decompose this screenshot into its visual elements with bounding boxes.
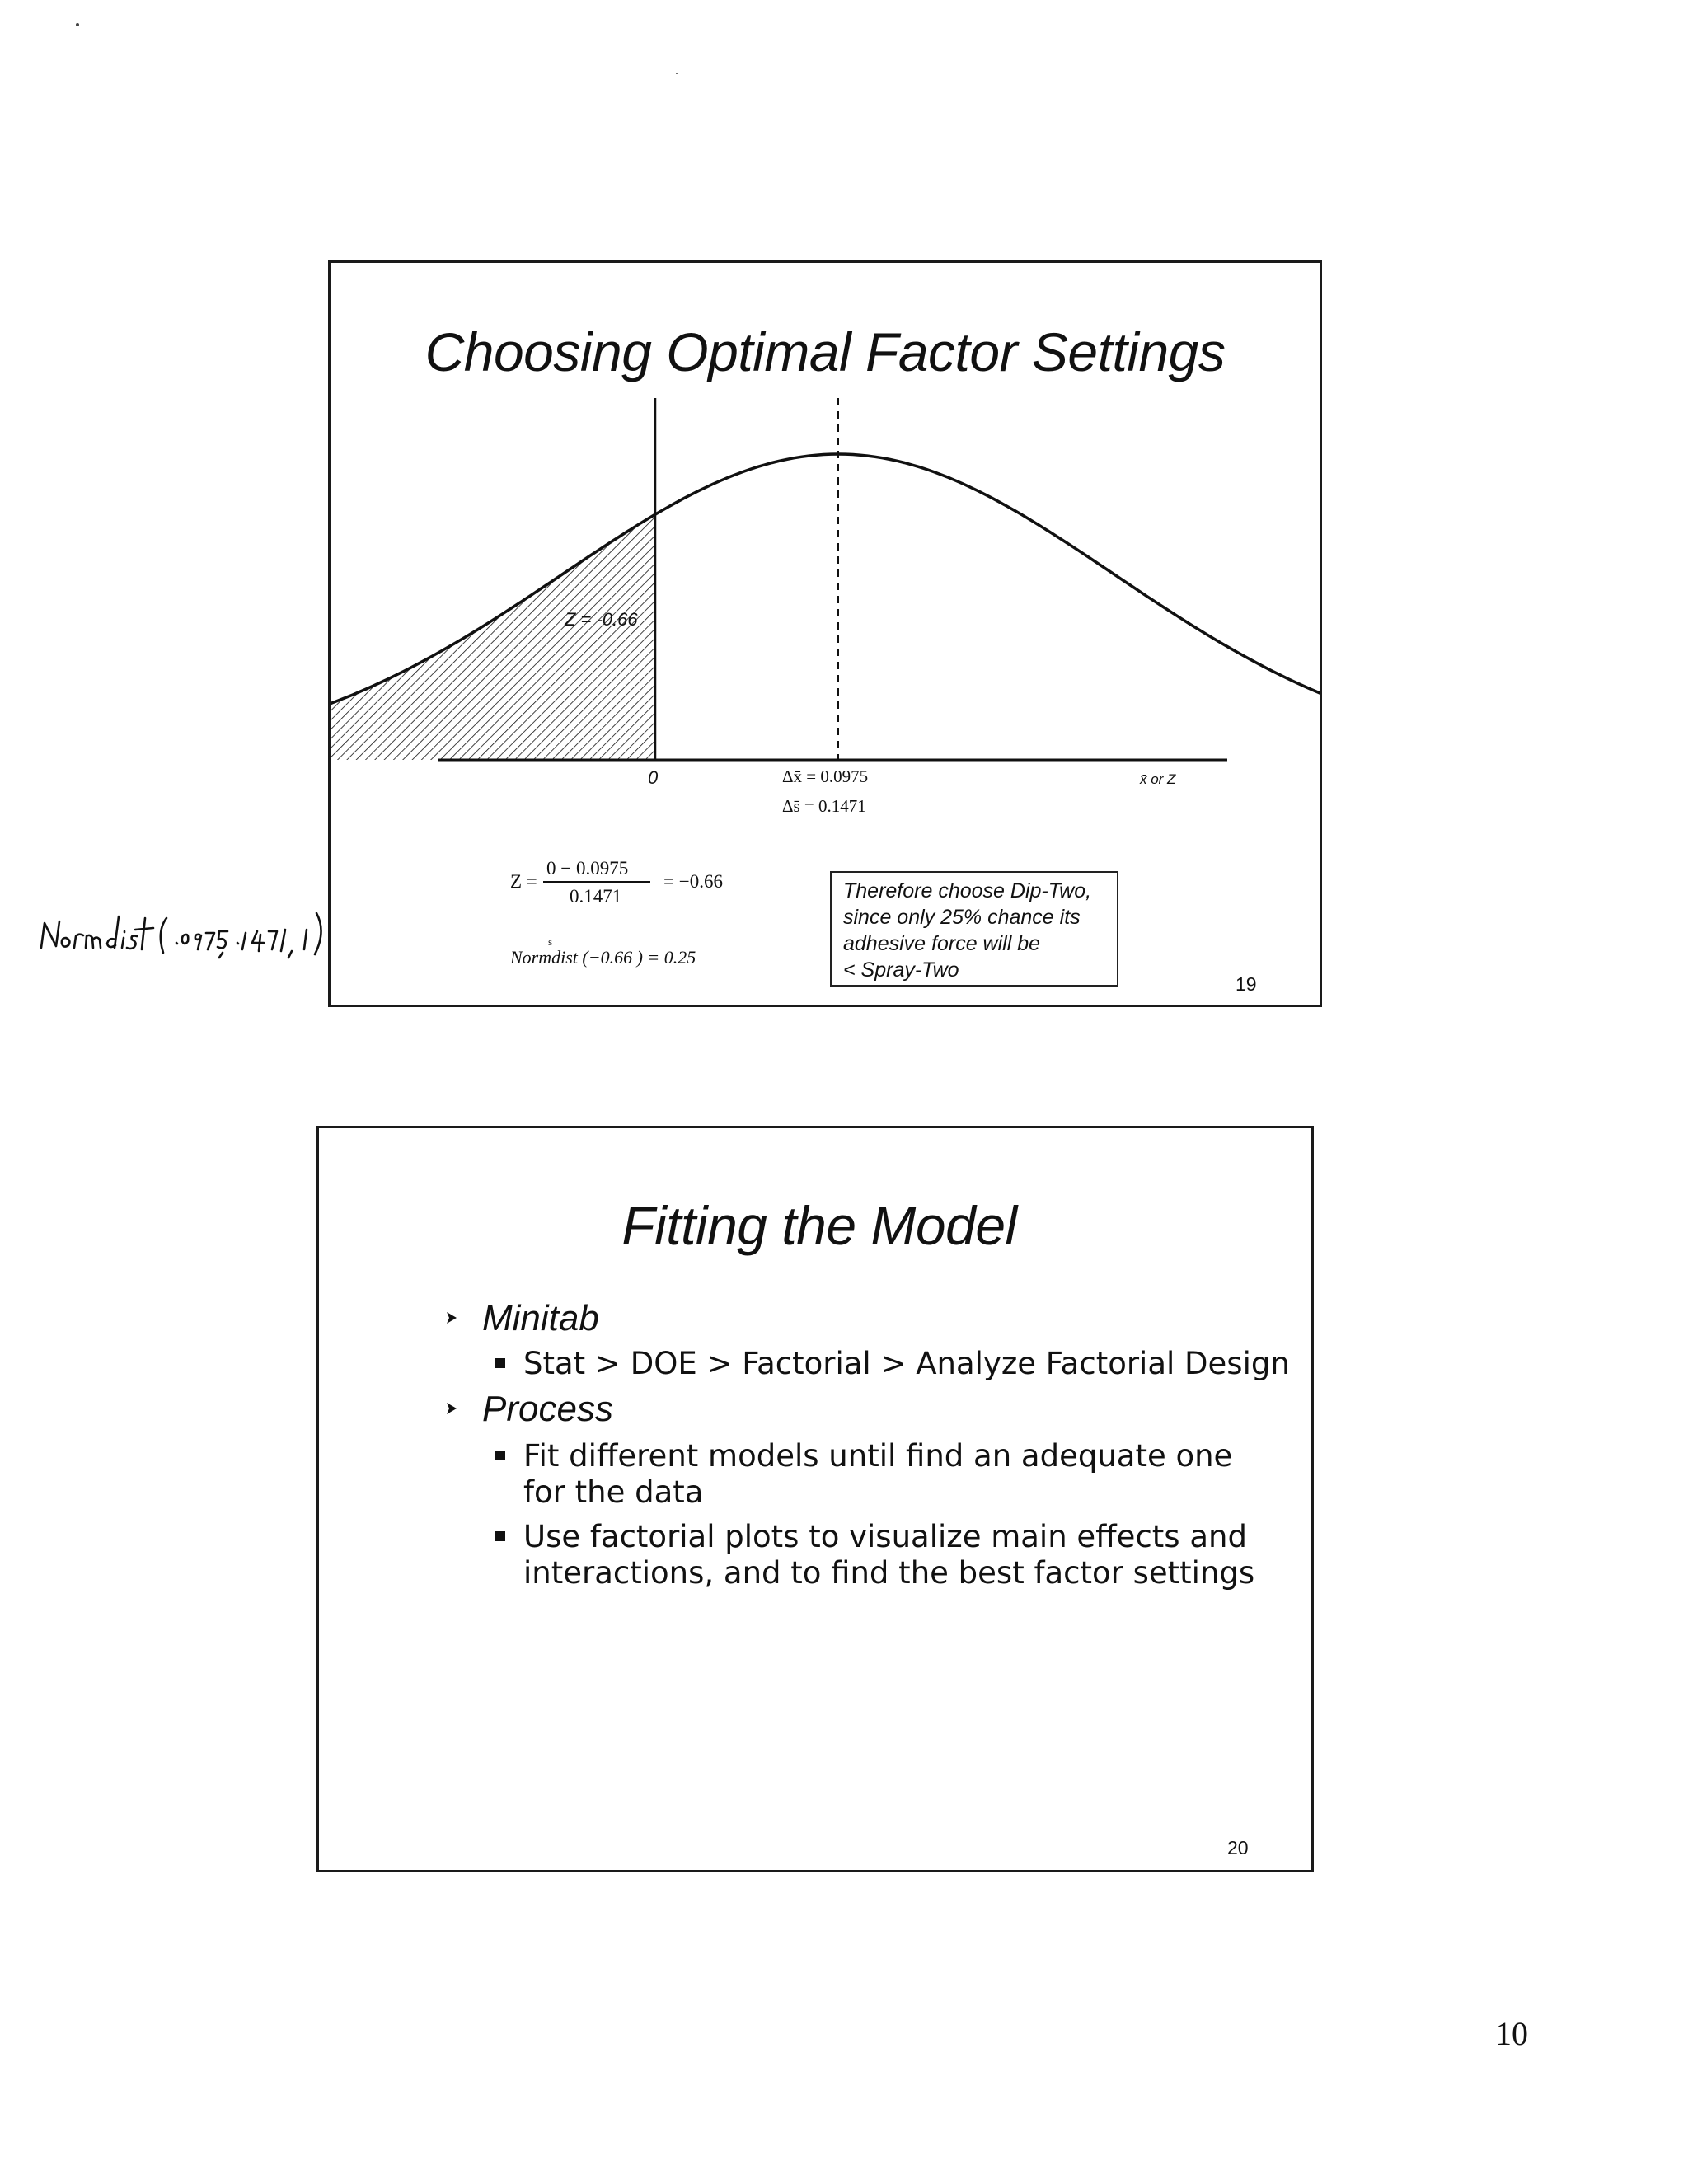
slide-number: 19	[1236, 973, 1257, 995]
bullet-item	[443, 1384, 1290, 1435]
sub-bullet-line: Use factorial plots to visualize main effects and	[523, 1519, 1247, 1554]
callout-line: adhesive force will be	[843, 932, 1041, 955]
sub-bullet-line: for the data	[523, 1474, 704, 1510]
sub-bullet-item	[443, 1438, 1290, 1511]
slide-title: Choosing Optimal Factor Settings	[424, 321, 1226, 382]
sub-bullet-line: Fit different models until find an adequate one	[523, 1438, 1233, 1474]
slide-number: 20	[1227, 1837, 1249, 1858]
sub-bullet-item	[443, 1519, 1290, 1591]
square-bullet-icon	[495, 1531, 505, 1541]
slide-20	[316, 1126, 1314, 1872]
bullet-item	[443, 1293, 1290, 1344]
sub-bullet-item	[443, 1346, 1290, 1382]
callout-line: Therefore choose Dip-Two,	[843, 879, 1092, 902]
handwritten-note	[36, 905, 391, 963]
page-number: 10	[1495, 2015, 1528, 2052]
mean-label: Δx̄ = 0.0975	[782, 766, 869, 786]
x-tick-zero: 0	[648, 767, 659, 788]
z-formula-lhs: Z =	[510, 871, 537, 892]
bullet-text: Minitab	[482, 1298, 599, 1338]
callout-line: < Spray-Two	[843, 958, 959, 982]
x-axis-label: x̄ or Z	[1140, 771, 1176, 787]
diamond-bullet-icon	[444, 1402, 457, 1415]
bullet-text: Process	[482, 1389, 613, 1429]
square-bullet-icon	[495, 1358, 505, 1368]
square-bullet-icon	[495, 1451, 505, 1460]
scan-speck	[76, 23, 79, 26]
z-formula-denominator: 0.1471	[570, 886, 622, 907]
callout-line: since only 25% chance its	[843, 906, 1081, 929]
fraction-bar	[543, 881, 650, 883]
sub-bullet-line: interactions, and to find the best factor settings	[523, 1555, 1255, 1591]
normal-distribution-plot	[331, 263, 1320, 1005]
z-line-label: Z = -0.66	[565, 609, 638, 630]
scan-speck	[676, 73, 678, 74]
z-formula-numerator: 0 − 0.0975	[546, 858, 629, 879]
slide-19	[328, 260, 1322, 1007]
normdist-formula: Normdist (−0.66 ) = 0.25	[510, 947, 696, 968]
sub-bullet-line: Stat > DOE > Factorial > Analyze Factorial Design	[523, 1346, 1290, 1381]
std-dev-label: Δs̄ = 0.1471	[782, 796, 866, 816]
conclusion-callout	[830, 871, 1118, 987]
bullet-list	[443, 1293, 1290, 1591]
shaded-tail-area	[331, 514, 655, 760]
normdist-overstrike: s	[548, 935, 553, 948]
diamond-bullet-icon	[444, 1311, 457, 1324]
z-formula-result: = −0.66	[663, 871, 723, 892]
slide-title: Fitting the Model	[621, 1195, 1017, 1256]
